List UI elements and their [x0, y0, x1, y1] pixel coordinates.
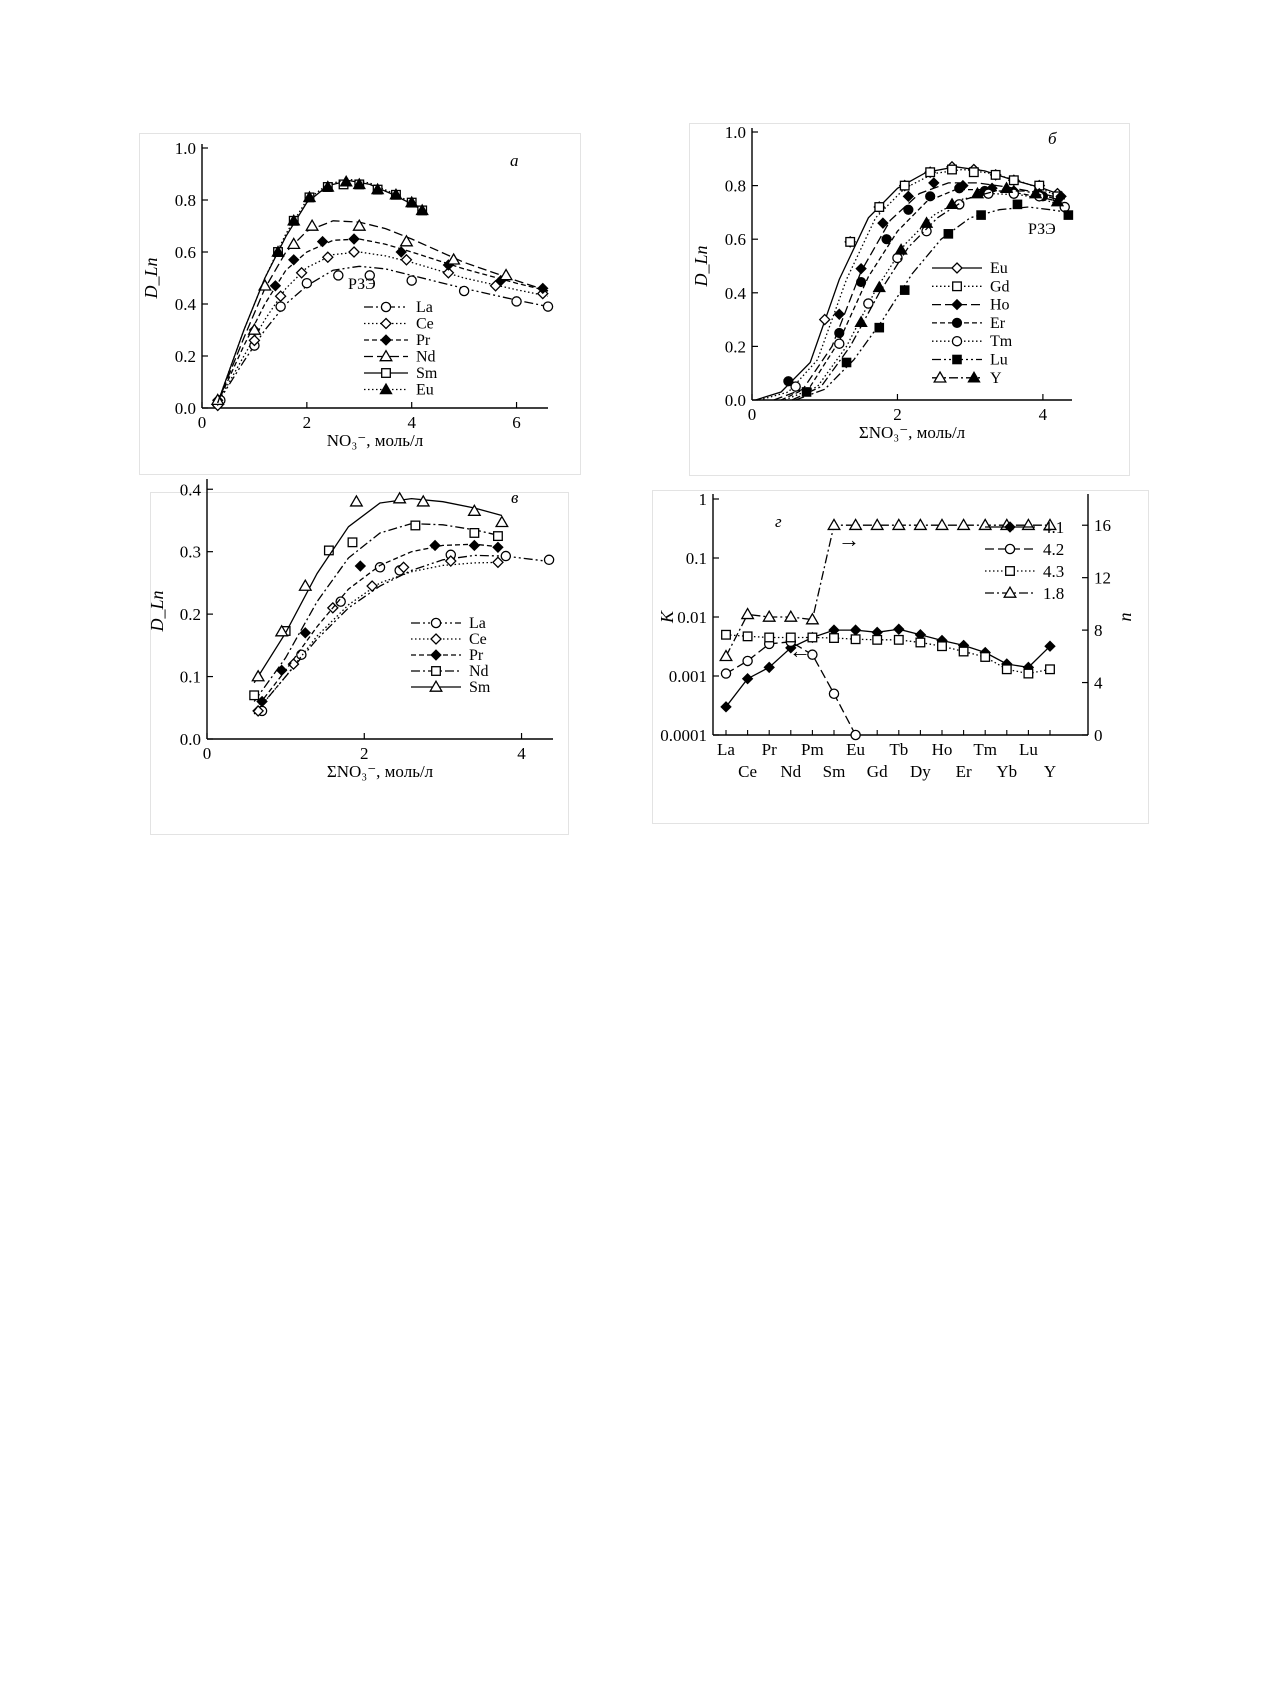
x-tick-label: 2	[302, 413, 312, 432]
legend-label: Er	[990, 314, 1006, 332]
legend	[932, 221, 1056, 387]
y-right-tick-label: 8	[1094, 621, 1103, 641]
data-point	[349, 234, 359, 244]
legend-marker	[431, 618, 440, 627]
legend-entry	[985, 562, 1064, 581]
y-axis-label: K	[657, 610, 677, 624]
data-point	[958, 519, 970, 529]
data-point	[936, 519, 948, 529]
legend-label: La	[469, 615, 486, 632]
data-point	[1003, 665, 1012, 674]
y-tick-label: 1.0	[174, 139, 196, 158]
y-tick-label: 0.001	[668, 667, 707, 686]
legend-label: Nd	[469, 663, 489, 680]
panel-label: б	[1048, 129, 1057, 148]
series-Er	[781, 184, 1065, 400]
series-line	[254, 499, 502, 683]
legend-entry	[411, 679, 491, 696]
legend-label: 1.8	[1043, 584, 1065, 603]
data-point	[1010, 176, 1019, 185]
y-tick-label: 0.4	[724, 283, 746, 303]
data-point	[1023, 519, 1035, 529]
plot-area	[250, 493, 554, 716]
data-point	[895, 636, 904, 645]
x-tick-label: 4	[517, 744, 526, 763]
data-point	[742, 609, 754, 619]
data-point	[834, 309, 844, 319]
legend-marker	[953, 282, 962, 291]
plot-area	[756, 162, 1073, 400]
data-point	[948, 165, 957, 174]
data-point	[252, 671, 264, 681]
y-tick-label: 0.2	[174, 347, 196, 366]
data-point	[276, 302, 285, 311]
y-tick-label: 1.0	[724, 123, 746, 142]
legend	[411, 615, 491, 696]
x-tick-label: Pr	[761, 740, 777, 759]
chart-g	[653, 491, 1148, 823]
data-point	[501, 551, 510, 560]
x-tick-label: 4	[1038, 405, 1048, 424]
data-point	[401, 236, 413, 246]
series-Ce	[253, 556, 503, 716]
legend-marker	[382, 369, 391, 378]
series-Pr	[254, 540, 503, 710]
legend	[348, 276, 438, 399]
data-point	[430, 540, 440, 550]
data-point	[323, 252, 333, 262]
legend-label: Gd	[990, 278, 1010, 296]
y-tick-label: 0.4	[179, 480, 201, 500]
chart-b	[690, 124, 1129, 475]
series-Y	[792, 182, 1065, 400]
x-tick-label: 4	[407, 413, 416, 432]
data-point	[348, 538, 357, 547]
legend-marker	[952, 318, 961, 327]
data-point	[791, 382, 800, 391]
y-tick-label: 0.4	[174, 295, 196, 314]
right-axis-arrow: →	[838, 527, 860, 552]
legend-label: Lu	[990, 351, 1008, 369]
chart-v	[147, 480, 568, 834]
series-line	[781, 190, 1065, 400]
series-Ce	[213, 247, 548, 410]
data-point	[334, 271, 343, 280]
legend-marker	[431, 650, 441, 660]
data-point	[469, 540, 479, 550]
legend-marker	[968, 372, 980, 382]
data-point	[1024, 669, 1033, 678]
data-point	[494, 532, 503, 541]
x-tick-label: 0	[202, 744, 212, 763]
data-point	[959, 647, 968, 656]
legend-marker	[1004, 587, 1016, 597]
data-point	[720, 651, 732, 661]
legend-entry	[932, 260, 1008, 277]
data-point	[875, 203, 884, 212]
data-point	[873, 282, 885, 292]
y-tick-label: 0.6	[724, 230, 746, 250]
series-line	[726, 525, 1050, 656]
legend-label: Pr	[416, 332, 431, 349]
data-point	[835, 328, 844, 337]
data-point	[270, 281, 280, 291]
y-tick-label: 0.0001	[660, 726, 707, 745]
data-point	[855, 316, 867, 326]
data-point	[544, 555, 553, 564]
data-point	[1013, 200, 1022, 209]
x-axis-label: ΣNO₃⁻, моль/л	[858, 423, 966, 442]
y-axis-label: D_Ln	[141, 257, 161, 299]
legend-label: 4.3	[1043, 562, 1065, 581]
data-point	[353, 220, 365, 230]
legend-entry	[932, 278, 1010, 295]
data-point	[318, 237, 328, 247]
data-point	[871, 519, 883, 529]
y-right-axis-label: n	[1115, 612, 1135, 622]
axes	[691, 123, 1072, 442]
data-point	[926, 168, 935, 177]
data-point	[1046, 665, 1055, 674]
series-4.3	[722, 630, 1055, 677]
data-point	[500, 270, 512, 280]
legend-label: 4.1	[1043, 518, 1065, 537]
data-point	[367, 581, 377, 591]
x-tick-label: Lu	[1018, 740, 1038, 759]
data-point	[289, 255, 299, 265]
series-Pr	[213, 234, 548, 405]
y-right-tick-label: 4	[1094, 673, 1103, 693]
legend-marker	[934, 372, 946, 382]
data-point	[829, 689, 838, 698]
x-tick-label: Gd	[866, 762, 888, 781]
axis-arrows	[789, 527, 860, 663]
legend-label: Y	[990, 369, 1002, 387]
legend-marker	[381, 319, 391, 329]
y-tick-label: 0.8	[724, 176, 746, 196]
legend-entry	[364, 316, 434, 333]
x-tick-label: Eu	[846, 740, 866, 759]
legend-marker	[952, 300, 962, 310]
y-axis-label: D_Ln	[691, 245, 711, 287]
y-tick-label: 0.1	[179, 667, 201, 687]
data-point	[276, 291, 286, 301]
x-tick-label: La	[717, 740, 735, 759]
series-line	[254, 524, 502, 702]
legend-label: Sm	[416, 365, 438, 382]
x-tick-label: Tb	[889, 740, 909, 759]
data-point	[743, 656, 752, 665]
data-point	[722, 630, 731, 639]
x-axis-label: ΣNO₃⁻, моль/л	[326, 762, 434, 781]
y-right-tick-label: 16	[1094, 516, 1111, 536]
x-tick-label: Dy	[910, 762, 931, 781]
legend-entry	[364, 299, 433, 316]
data-point	[394, 493, 406, 503]
plot-area	[720, 519, 1056, 739]
x-tick-label: 2	[893, 405, 902, 424]
data-point	[355, 561, 365, 571]
data-point	[250, 691, 259, 700]
data-point	[543, 302, 552, 311]
y-tick-label: 0.2	[179, 605, 201, 625]
series-Nd	[212, 220, 548, 404]
data-point	[306, 220, 318, 230]
y-tick-label: 0.3	[179, 542, 201, 562]
legend-marker	[431, 634, 441, 644]
data-point	[411, 521, 420, 530]
x-tick-label: Yb	[996, 762, 1018, 781]
data-point	[970, 168, 979, 177]
legend-entry	[932, 370, 1002, 387]
chart-panel-a	[139, 133, 581, 475]
legend-label: Ce	[469, 631, 487, 648]
legend-label: Ce	[416, 315, 434, 333]
legend-entry	[411, 631, 487, 648]
x-tick-label: Sm	[822, 762, 846, 781]
series-line	[774, 183, 1065, 400]
data-point	[299, 580, 311, 590]
legend-marker	[432, 667, 441, 676]
series-line	[254, 555, 545, 714]
x-tick-label: Y	[1043, 762, 1057, 781]
legend-label: Ho	[990, 296, 1010, 314]
y-tick-label: 0.6	[174, 243, 196, 262]
data-point	[873, 636, 882, 645]
legend-label: Eu	[416, 381, 434, 399]
panel-label: в	[511, 488, 519, 507]
legend-marker	[953, 355, 962, 364]
data-point	[846, 238, 855, 247]
x-tick-label: Tm	[973, 740, 998, 759]
legend-label: Nd	[416, 348, 436, 366]
legend-marker	[380, 384, 392, 394]
legend-marker	[1005, 544, 1014, 553]
data-point	[470, 529, 479, 538]
data-point	[893, 519, 905, 529]
series-line	[218, 179, 425, 403]
chart-panel-b	[689, 123, 1130, 476]
data-point	[396, 247, 406, 257]
data-point	[851, 625, 861, 635]
legend-entry	[932, 297, 1010, 314]
data-point	[981, 653, 990, 662]
data-point	[512, 297, 521, 306]
legend-entry	[985, 518, 1064, 537]
data-point	[916, 638, 925, 647]
data-point	[900, 181, 909, 190]
legend-label: Sm	[469, 679, 491, 696]
legend-entry	[364, 349, 436, 366]
data-point	[875, 323, 884, 332]
y-right-tick-label: 12	[1094, 568, 1111, 588]
legend-entry	[411, 647, 484, 664]
left-axis-arrow: ←	[789, 638, 811, 663]
data-point	[349, 247, 359, 257]
data-point	[938, 642, 947, 651]
x-tick-label: Ce	[738, 762, 758, 781]
data-point	[407, 276, 416, 285]
y-right-tick-label: 0	[1094, 726, 1103, 745]
chart-panel-g	[652, 490, 1149, 824]
data-point	[882, 235, 891, 244]
data-point	[856, 277, 865, 286]
data-point	[851, 635, 860, 644]
panel-label: а	[510, 151, 519, 170]
panel-label: г	[775, 512, 782, 531]
data-point	[493, 542, 503, 552]
x-tick-label: 6	[512, 413, 521, 432]
legend-marker	[381, 335, 391, 345]
x-tick-label: 0	[747, 405, 757, 424]
legend-entry	[932, 352, 1008, 369]
legend-title: РЗЭ	[1028, 221, 1056, 238]
data-point	[820, 315, 830, 325]
data-point	[401, 255, 411, 265]
series-Sm	[218, 180, 427, 403]
series-line	[726, 635, 1050, 674]
data-point	[1064, 211, 1073, 220]
legend-entry	[411, 615, 486, 632]
data-point	[460, 286, 469, 295]
y-tick-label: 1	[698, 490, 707, 509]
data-point	[977, 211, 986, 220]
data-point	[900, 286, 909, 295]
legend-entry	[364, 365, 438, 382]
legend-entry	[364, 382, 434, 399]
data-point	[894, 624, 904, 634]
y-tick-label: 0.0	[179, 730, 201, 749]
y-tick-label: 0.01	[677, 608, 707, 627]
y-tick-label: 0.1	[685, 549, 707, 568]
y-tick-label: 0.0	[724, 391, 746, 410]
y-tick-label: 0.0	[174, 399, 196, 418]
x-tick-label: Er	[955, 762, 972, 781]
legend-label: La	[416, 299, 433, 316]
data-point	[991, 171, 1000, 180]
data-point	[375, 563, 384, 572]
series-line	[726, 629, 1050, 707]
legend-label: Eu	[990, 260, 1008, 277]
data-point	[351, 496, 363, 506]
data-point	[785, 611, 797, 621]
data-point	[417, 496, 429, 506]
series-Eu	[218, 176, 428, 403]
chart-panel-v	[147, 480, 569, 835]
data-point	[926, 192, 935, 201]
data-point	[979, 519, 991, 529]
legend	[985, 518, 1064, 603]
series-Ho	[774, 178, 1066, 400]
data-point	[922, 227, 931, 236]
x-tick-label: 0	[197, 413, 207, 432]
series-line	[218, 181, 425, 403]
legend-label: Tm	[990, 333, 1013, 351]
data-point	[302, 279, 311, 288]
y-tick-label: 0.2	[724, 337, 746, 357]
data-point	[915, 519, 927, 529]
data-point	[893, 253, 902, 262]
legend-marker	[381, 302, 390, 311]
data-point	[721, 669, 730, 678]
legend-marker	[952, 337, 961, 346]
legend-marker	[952, 263, 962, 273]
legend-title: РЗЭ	[348, 276, 376, 293]
axes	[147, 479, 553, 781]
data-point	[743, 632, 752, 641]
x-axis-label: NO₃⁻, моль/л	[326, 431, 424, 450]
legend-label: Pr	[469, 647, 484, 664]
legend-label: 4.2	[1043, 540, 1065, 559]
legend-marker	[1006, 567, 1015, 576]
data-point	[895, 244, 907, 254]
legend-entry	[932, 315, 1006, 332]
x-tick-label: Pm	[801, 740, 824, 759]
x-tick-label: Ho	[931, 740, 953, 759]
data-point	[765, 633, 774, 642]
y-axis-label: D_Ln	[147, 590, 167, 632]
y-tick-label: 0.8	[174, 191, 196, 210]
legend-marker	[380, 351, 392, 361]
data-point	[721, 702, 731, 712]
data-point	[496, 517, 508, 527]
legend-entry	[985, 584, 1064, 603]
data-point	[830, 634, 839, 643]
legend-entry	[932, 333, 1013, 350]
x-tick-label: 2	[360, 744, 369, 763]
data-point	[851, 730, 860, 739]
data-point	[944, 230, 953, 239]
legend-entry	[364, 332, 431, 349]
series-line	[254, 562, 502, 714]
x-tick-label: Nd	[780, 762, 802, 781]
legend-entry	[411, 663, 489, 680]
data-point	[277, 665, 287, 675]
data-point	[921, 217, 933, 227]
chart-a	[140, 134, 580, 474]
data-point	[835, 339, 844, 348]
data-point	[904, 205, 913, 214]
legend-entry	[985, 540, 1064, 559]
data-point	[842, 358, 851, 367]
legend-marker	[430, 681, 442, 691]
data-point	[955, 184, 964, 193]
